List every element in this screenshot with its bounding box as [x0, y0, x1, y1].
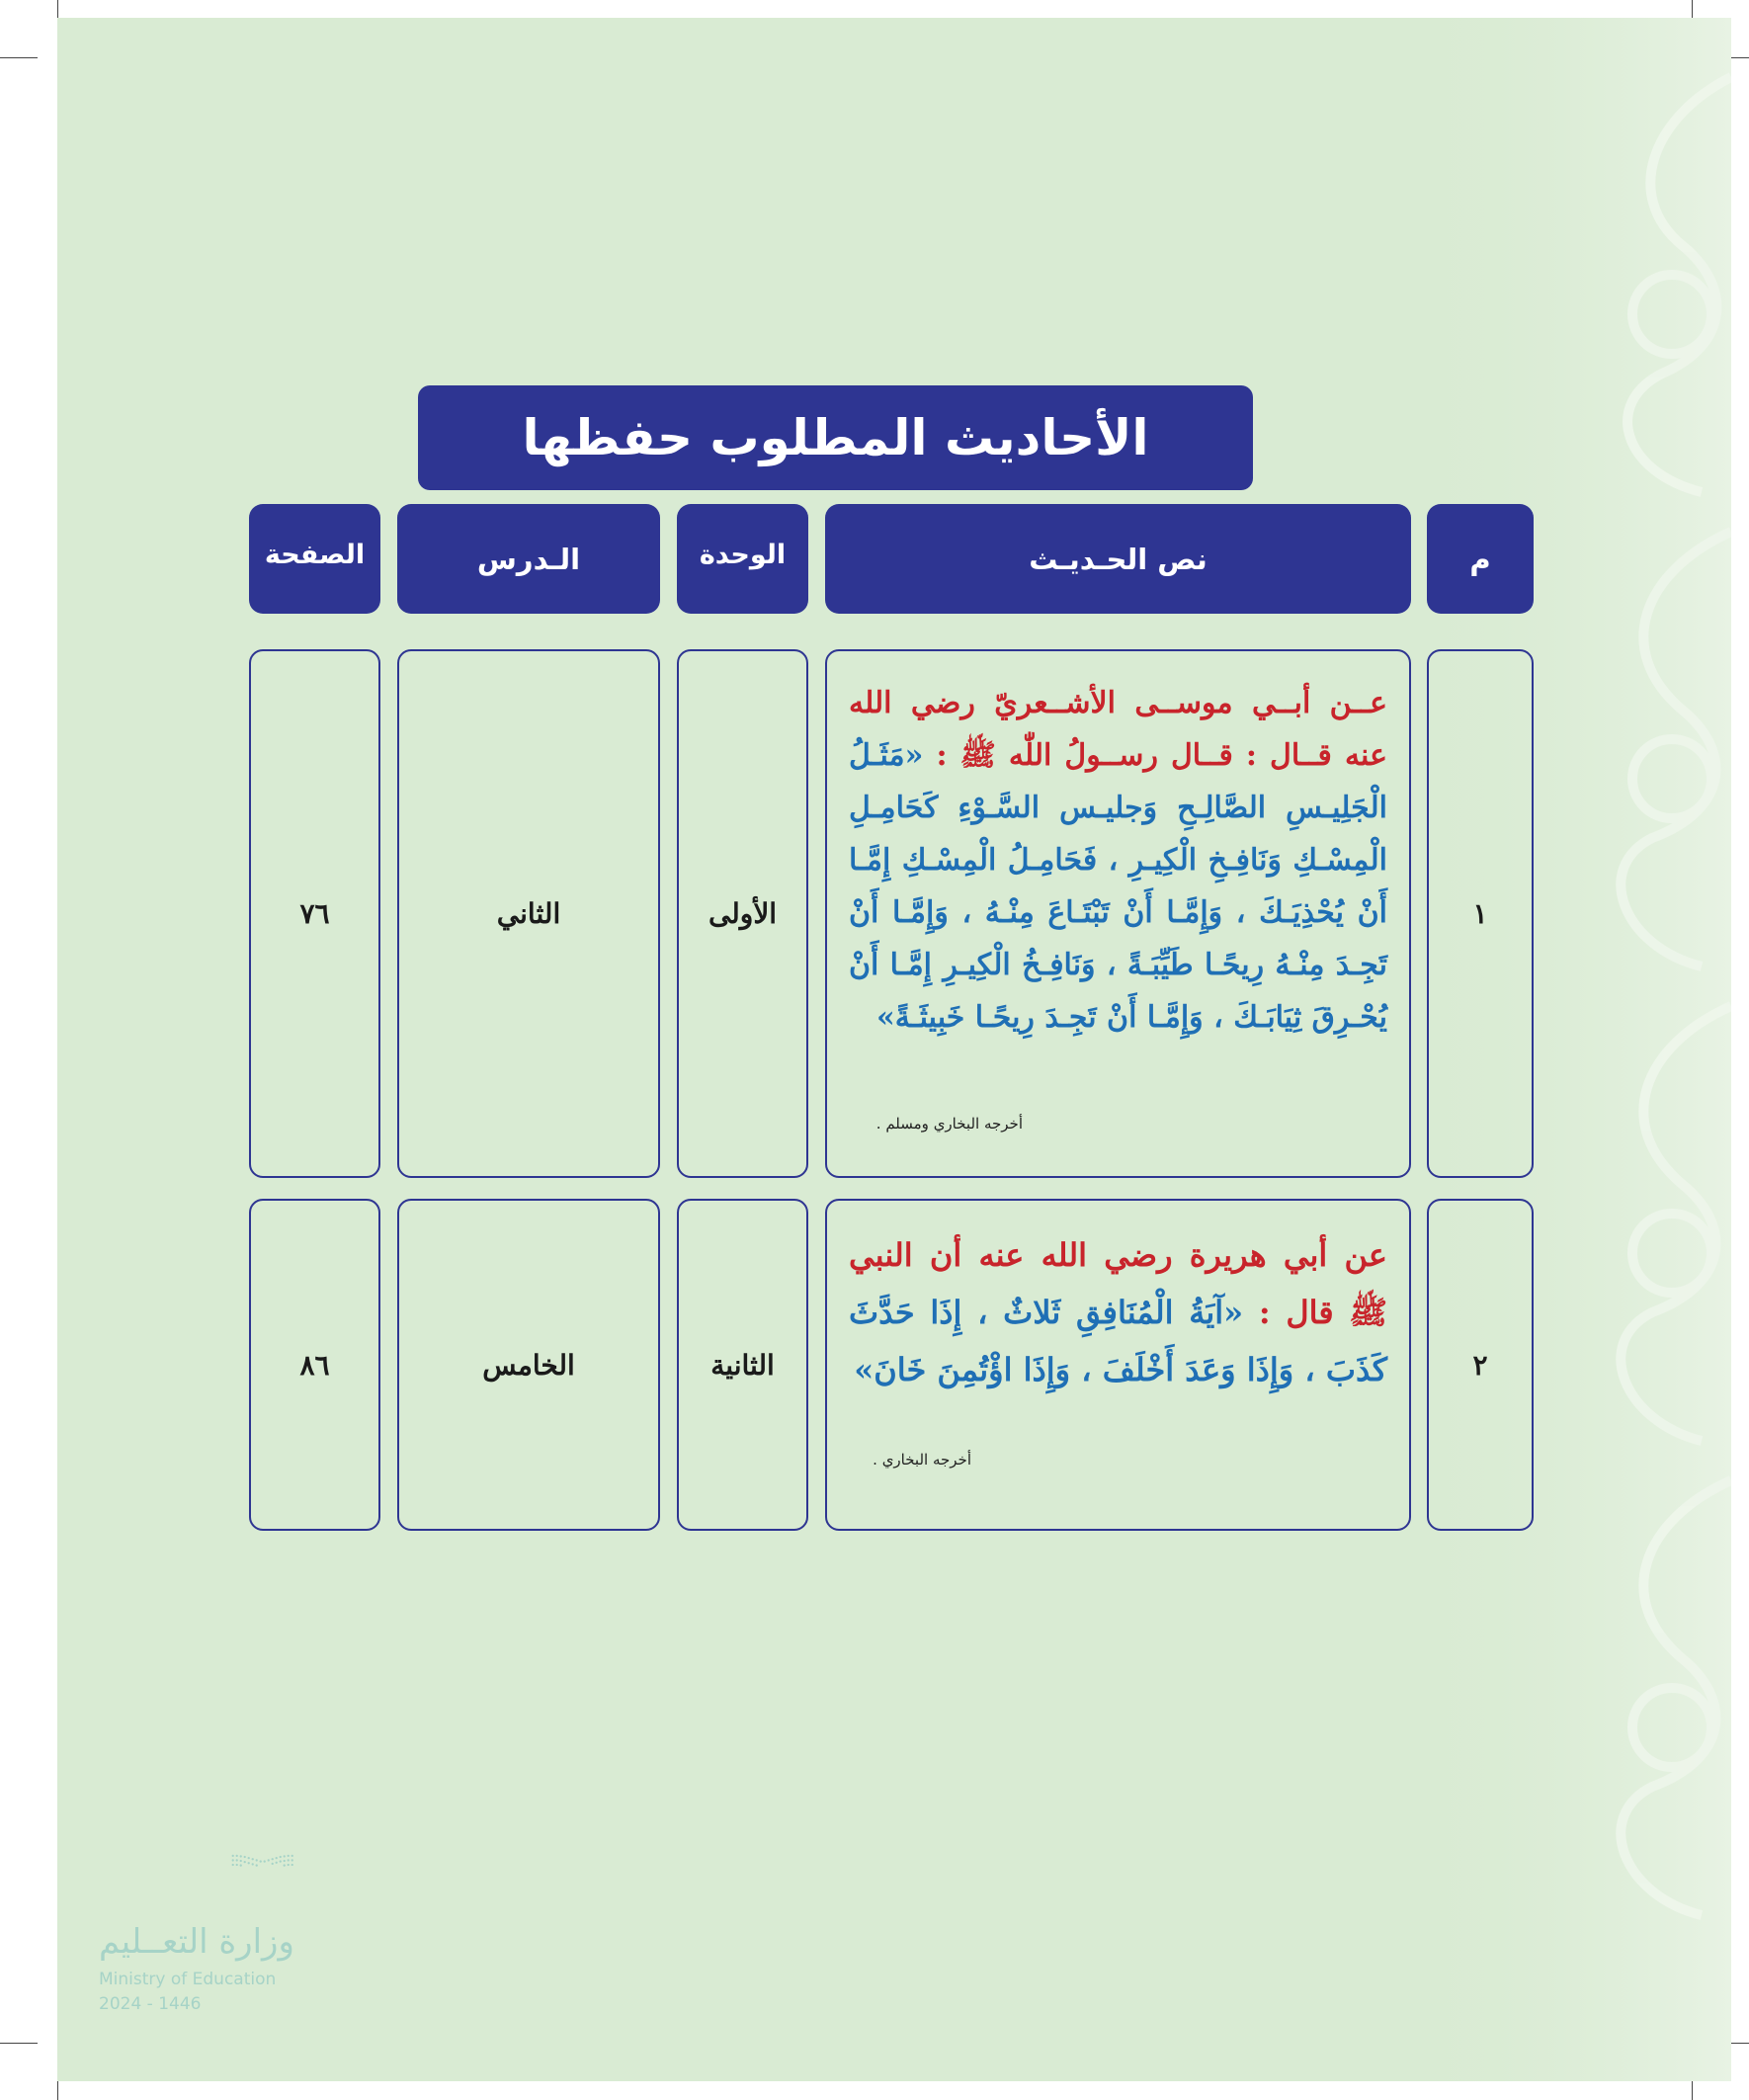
table-row-2-num: ٢ [1427, 1199, 1534, 1531]
crop-mark [0, 2043, 38, 2044]
hadith-2-source: أخرجه البخاري . [873, 1451, 971, 1469]
ministry-name-english: Ministry of Education [99, 1970, 277, 1989]
table-row-1-lesson: الثاني [397, 649, 660, 1178]
header-lesson: الـدرس [397, 504, 660, 614]
hadith-1-narrator: عــن أبــي موســى الأشــعريّ رضي الله عنه قــال : قــال رســولُ اللّٰه ﷺ : [849, 686, 1387, 773]
header-num: م [1427, 504, 1534, 614]
page-title: الأحاديث المطلوب حفظها [418, 385, 1253, 490]
table-row-1-page: ٧٦ [249, 649, 380, 1178]
table-row-2-hadith [825, 1199, 1411, 1531]
table-row-1-hadith [825, 649, 1411, 1178]
crop-mark [0, 57, 38, 58]
header-page: الصفحة [249, 504, 380, 614]
hadith-2-narrator: عن أبي هريرة رضي الله عنه أن النبي ﷺ قال : [849, 1236, 1388, 1331]
hadith-2-text: «آيَةُ الْمُنَافِقِ ثَلاثٌ ، إِذَا حَدَّثَ كَذَبَ ، وَإِذَا وَعَدَ أَخْلَفَ ، وَإِذَا اؤْتُمِنَ خَانَ» [849, 1294, 1387, 1388]
ministry-logo-icon [168, 1853, 366, 1912]
hadith-1-text: «مَثَـلُ الْجَلِيـسِ الصَّالِـحِ وَجليـس السَّـوْءِ كَحَامِـلِ الْمِسْـكِ وَنَافِـخِ الْكِيـرِ ، فَحَامِـلُ الْمِسْـكِ إِمَّـا أَنْ يُحْذِيَـكَ ، وَإِمَّـا أَنْ تَبْتَـاعَ مِنْـهُ ، وَإِمَّـا أَنْ تَجِـدَ مِنْـهُ رِيحًـا طَيِّبَـةً ، وَنَافِـخُ الْكِيـرِ إِمَّـا أَنْ يُحْـرِقَ ثِيَابَـكَ ، وَإِمَّـا أَنْ تَجِـدَ رِيحًـا خَبِيثَـةً» [849, 738, 1387, 1035]
table-row-2-lesson: الخامس [397, 1199, 660, 1531]
ministry-year: 2024 - 1446 [99, 1994, 202, 2014]
hadith-1-source: أخرجه البخاري ومسلم . [875, 1115, 1023, 1133]
table-row-2-unit: الثانية [677, 1199, 808, 1531]
table-row-2-page: ٨٦ [249, 1199, 380, 1531]
header-text: نص الحـديـث [825, 504, 1411, 614]
header-unit: الوحدة [677, 504, 808, 614]
ministry-name-arabic: وزارة التعــليم [99, 1922, 294, 1962]
table-row-1-unit: الأولى [677, 649, 808, 1178]
table-row-1-num: ١ [1427, 649, 1534, 1178]
